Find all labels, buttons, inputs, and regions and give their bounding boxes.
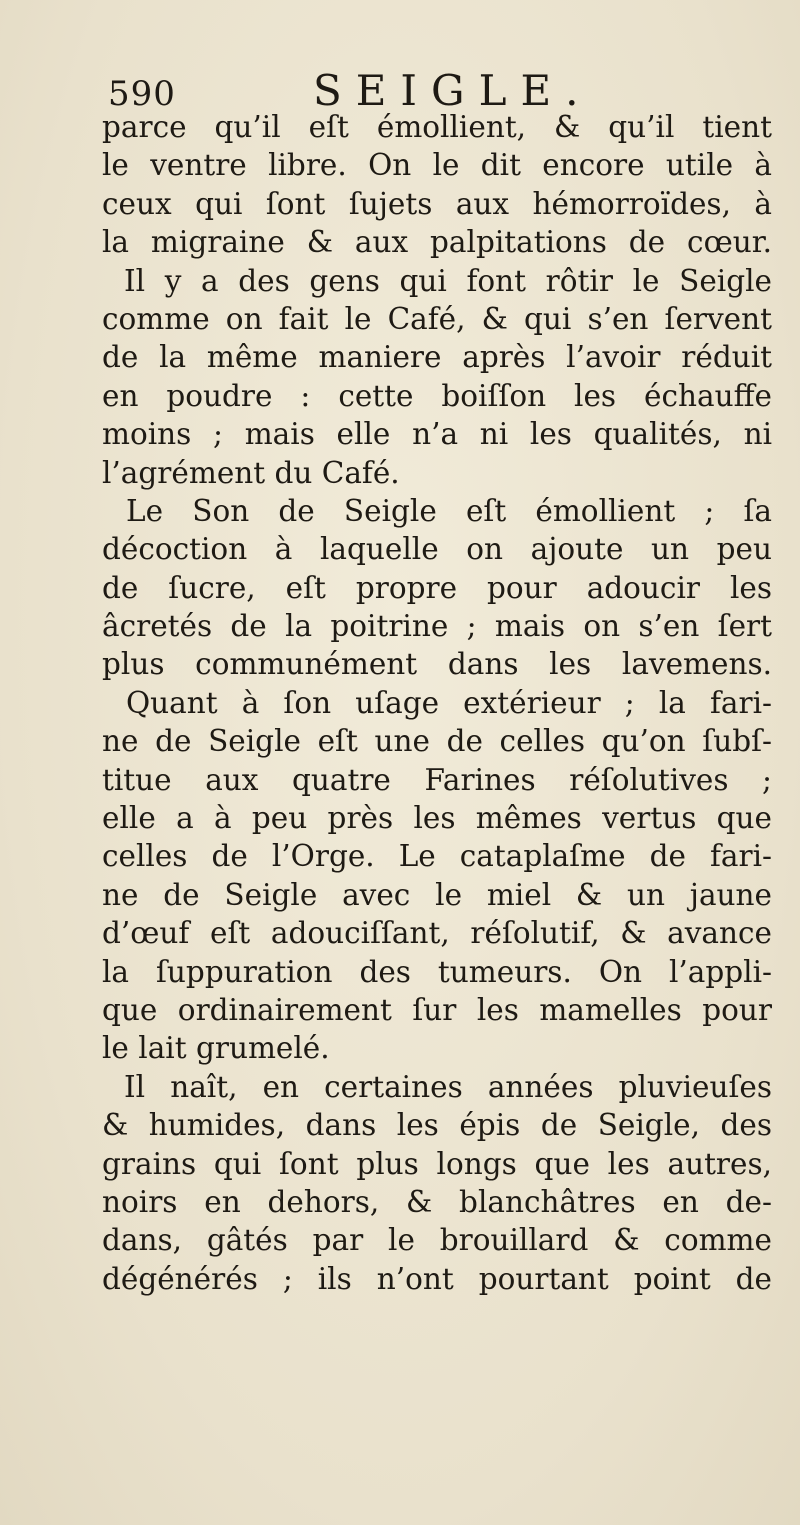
text-line: le lait grumelé. — [102, 1031, 330, 1066]
text-line: celles de l’Orge. Le cataplaſme de fari- — [102, 839, 772, 874]
body-text — [102, 108, 772, 1298]
text-line: elle a à peu près les mêmes vertus que — [102, 801, 772, 836]
text-line: ne de Seigle avec le miel & un jaune — [102, 877, 772, 912]
text-line: de ſucre, eſt propre pour adoucir les — [102, 570, 772, 605]
paragraph-start-line: Il naît, en certaines années pluvieuſes — [124, 1069, 772, 1104]
running-title: SEIGLE. — [313, 66, 593, 115]
text-line: l’agrément du Café. — [102, 455, 400, 490]
text-line: la ſuppuration des tumeurs. On l’appli- — [102, 954, 772, 989]
text-line: moins ; mais elle n’a ni les qualités, ni — [102, 417, 772, 452]
text-line: plus communément dans les lavemens. — [102, 647, 772, 682]
text-line: de la même maniere après l’avoir réduit — [102, 340, 772, 375]
text-line: dégénérés ; ils n’ont pourtant point de — [102, 1261, 772, 1296]
text-line: noirs en dehors, & blanchâtres en de- — [102, 1184, 772, 1219]
text-line: décoction à laquelle on ajoute un peu — [102, 532, 772, 567]
paragraph-start-line: Le Son de Seigle eſt émollient ; ſa — [126, 493, 772, 528]
text-line: d’œuf eſt adouciſſant, réſolutif, & avance — [102, 916, 772, 951]
text-line: dans, gâtés par le brouillard & comme — [102, 1223, 772, 1258]
text-line: comme on fait le Café, & qui s’en ſervent — [102, 301, 772, 336]
text-line: âcretés de la poitrine ; mais on s’en ſert — [102, 609, 772, 644]
paragraph-start-line: Quant à ſon uſage extérieur ; la fari- — [126, 685, 772, 720]
text-line: la migraine & aux palpitations de cœur. — [102, 225, 772, 260]
page-number: 590 — [108, 74, 176, 114]
paragraph-start-line: Il y a des gens qui font rôtir le Seigle — [124, 263, 772, 298]
text-line: ceux qui ſont ſujets aux hémorroïdes, à — [102, 186, 772, 221]
text-line: ne de Seigle eſt une de celles qu’on ſubſ- — [102, 724, 772, 759]
text-line: parce qu’il eſt émollient, & qu’il tient — [102, 110, 772, 144]
text-line: le ventre libre. On le dit encore utile à — [102, 148, 772, 183]
text-line: titue aux quatre Farines réſolutives ; — [102, 762, 772, 797]
text-line: en poudre : cette boiſſon les échauffe — [102, 378, 772, 413]
text-line: que ordinairement ſur les mamelles pour — [102, 992, 772, 1027]
text-line: & humides, dans les épis de Seigle, des — [102, 1108, 772, 1143]
text-line: grains qui ſont plus longs que les autres, — [102, 1146, 772, 1181]
